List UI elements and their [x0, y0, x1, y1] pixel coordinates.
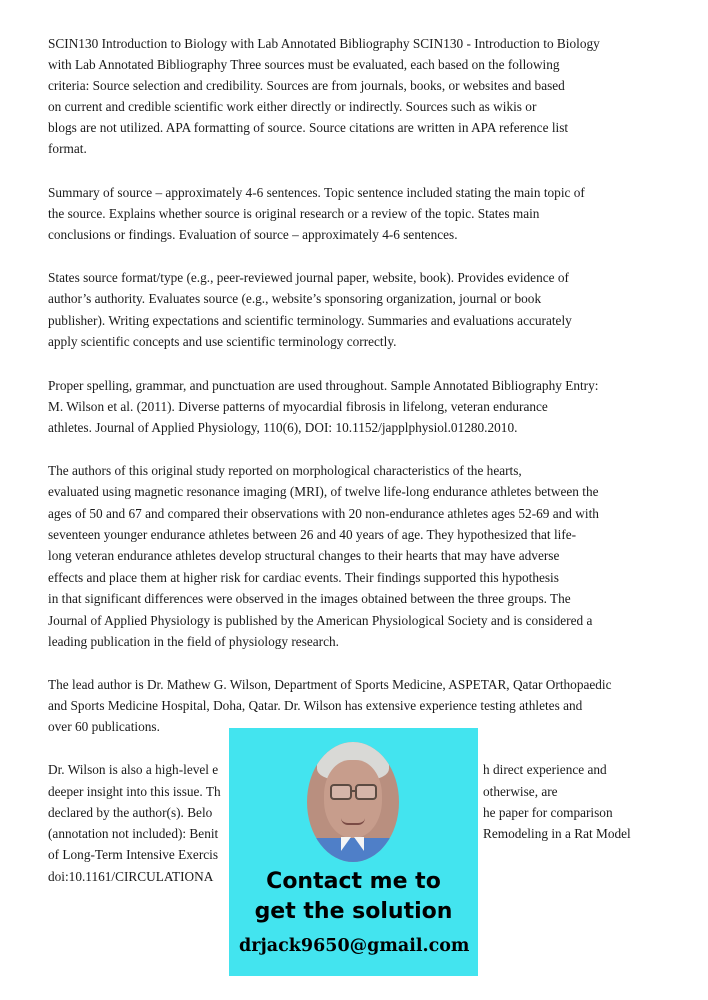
portrait-mouth: [341, 818, 365, 825]
body-text-line: Dr. Wilson is also a high-level e: [48, 762, 219, 777]
body-text-line: SCIN130 Introduction to Biology with Lab Annotated Bibliography SCIN130 - Introduction to Biology: [48, 36, 600, 51]
body-text-line: the source. Explains whether source is original research or a review of the topic. States main: [48, 206, 540, 221]
body-text-line: conclusions or findings. Evaluation of source – approximately 4-6 sentences.: [48, 227, 458, 242]
body-text-line: and Sports Medicine Hospital, Doha, Qatar. Dr. Wilson has extensive experience testing athletes and: [48, 698, 583, 713]
contact-ad-overlay[interactable]: [229, 728, 478, 976]
portrait-photo-icon: [307, 742, 399, 862]
body-text-line: format.: [48, 141, 87, 156]
body-text-line: over 60 publications.: [48, 719, 160, 734]
body-text-line: he paper for comparison: [483, 805, 613, 820]
glasses-right-lens: [355, 784, 377, 800]
body-text-line: declared by the author(s). Belo: [48, 805, 213, 820]
body-text-line: Journal of Applied Physiology is published by the American Physiological Society and is considered a: [48, 613, 593, 628]
body-text-line: The lead author is Dr. Mathew G. Wilson, Department of Sports Medicine, ASPETAR, Qatar Orthopaedic: [48, 677, 612, 692]
shirt-collar-right: [354, 837, 364, 851]
ad-headline-line-2: get the solution: [254, 899, 453, 924]
body-text-line: (annotation not included): Benit: [48, 826, 219, 841]
body-text-line: apply scientific concepts and use scientific terminology correctly.: [48, 334, 397, 349]
body-text-line: blogs are not utilized. APA formatting of source. Source citations are written in APA reference list: [48, 120, 569, 135]
body-text-line: long veteran endurance athletes develop structural changes to their hearts that may have adverse: [48, 548, 560, 563]
body-text-line: on current and credible scientific work either directly or indirectly. Sources such as wikis or: [48, 99, 537, 114]
body-text-line: publisher). Writing expectations and scientific terminology. Summaries and evaluations accurately: [48, 313, 572, 328]
body-text-line: h direct experience and: [483, 762, 607, 777]
glasses-left-lens: [330, 784, 352, 800]
body-text-line: seventeen younger endurance athletes between 26 and 40 years of age. They hypothesized that life-: [48, 527, 577, 542]
glasses-bridge: [350, 790, 356, 792]
body-text-line: ages of 50 and 67 and compared their observations with 20 non-endurance athletes ages 52-69 and with: [48, 506, 599, 521]
body-text-line: athletes. Journal of Applied Physiology, 110(6), DOI: 10.1152/japplphysiol.01280.2010.: [48, 420, 518, 435]
body-text-line: Summary of source – approximately 4-6 sentences. Topic sentence included stating the main topic of: [48, 185, 585, 200]
body-text-line: of Long-Term Intensive Exercis: [48, 847, 219, 862]
contact-email[interactable]: drjack9650@gmail.com: [239, 936, 470, 956]
body-text-line: effects and place them at higher risk for cardiac events. Their findings supported this hypothesis: [48, 570, 559, 585]
body-text-line: criteria: Source selection and credibility. Sources are from journals, books, or websites and based: [48, 78, 565, 93]
ad-headline-line-1: Contact me to: [266, 869, 441, 894]
shirt-collar-left: [341, 837, 351, 851]
body-text-line: doi:10.1161/CIRCULATIONA: [48, 869, 214, 884]
body-text-line: States source format/type (e.g., peer-reviewed journal paper, website, book). Provides evidence of: [48, 270, 569, 285]
portrait-shirt: [307, 838, 399, 862]
body-text-line: leading publication in the field of physiology research.: [48, 634, 339, 649]
body-text-line: deeper insight into this issue. Th: [48, 784, 221, 799]
body-text-line: otherwise, are: [483, 784, 558, 799]
body-text-line: The authors of this original study reported on morphological characteristics of the hearts,: [48, 463, 522, 478]
body-text-line: Remodeling in a Rat Model: [483, 826, 631, 841]
body-text-line: Proper spelling, grammar, and punctuation are used throughout. Sample Annotated Bibliography Entry:: [48, 378, 599, 393]
body-text-line: author’s authority. Evaluates source (e.g., website’s sponsoring organization, journal or book: [48, 291, 542, 306]
body-text-line: evaluated using magnetic resonance imaging (MRI), of twelve life-long endurance athletes between the: [48, 484, 599, 499]
body-text-line: in that significant differences were observed in the images obtained between the three groups. The: [48, 591, 571, 606]
body-text-line: M. Wilson et al. (2011). Diverse patterns of myocardial fibrosis in lifelong, veteran endurance: [48, 399, 548, 414]
body-text-line: with Lab Annotated Bibliography Three sources must be evaluated, each based on the following: [48, 57, 560, 72]
